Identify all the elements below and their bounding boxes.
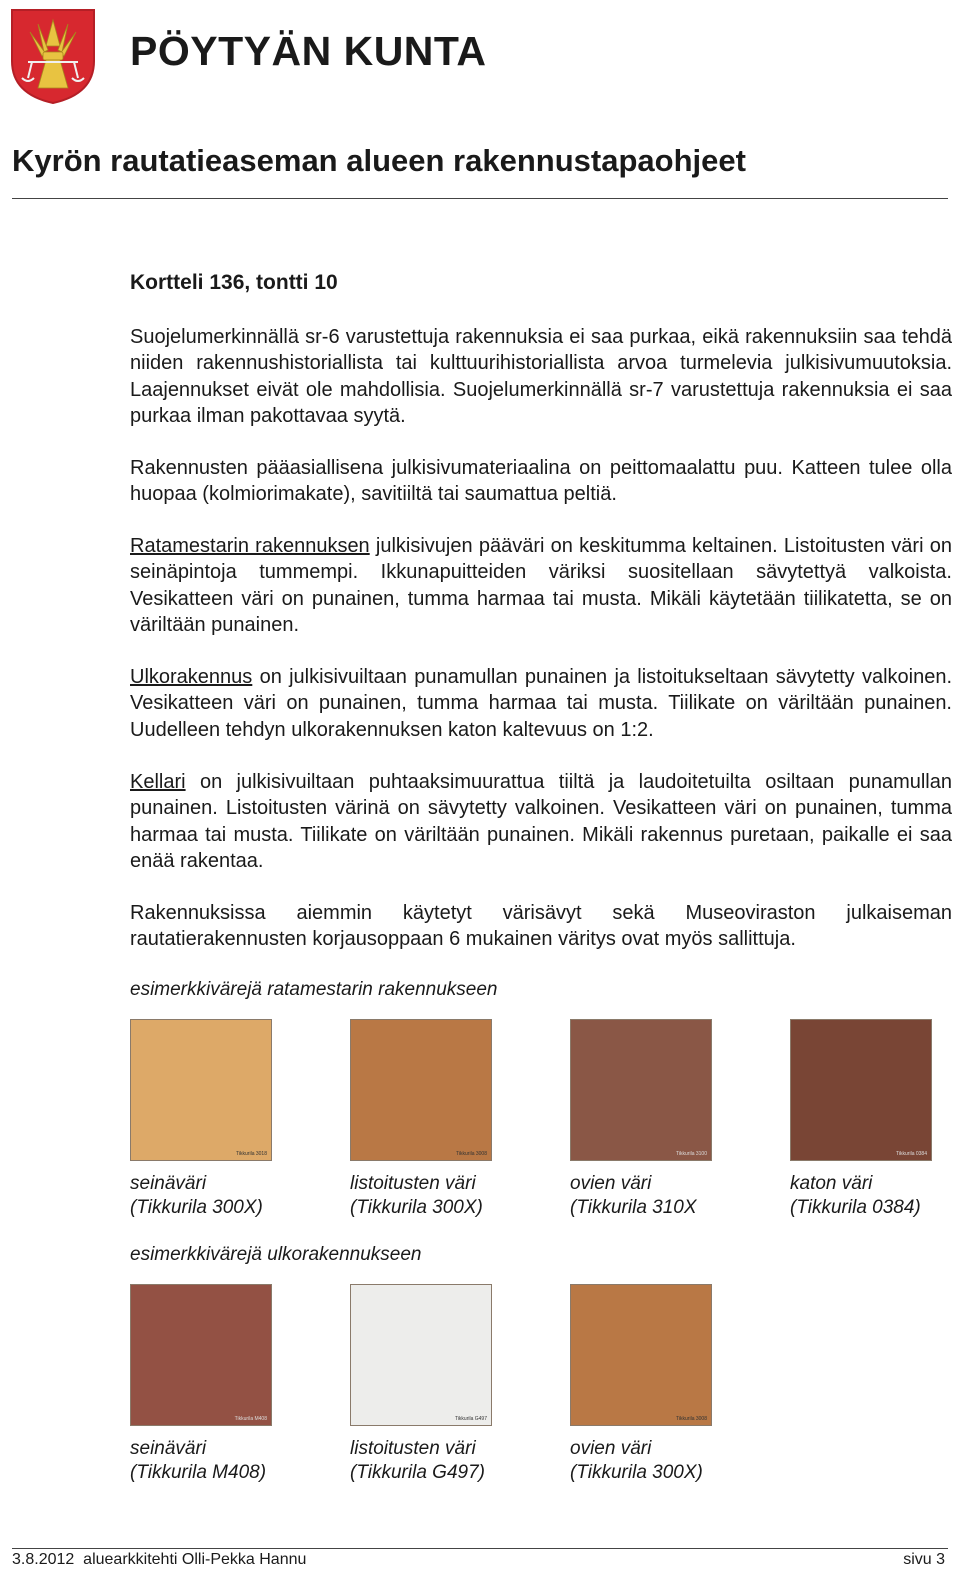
footer-divider	[12, 1548, 948, 1549]
swatch-tag: Tikkurila 0384	[896, 1151, 927, 1157]
paragraph-materials: Rakennusten pääasiallisena julkisivumateriaalina on peittomaalattu puu. Katteen tulee olla huopaa (kolmiorimakate), savitiiltä tai saumattua peltiä.	[130, 457, 952, 506]
paragraph-protection: Suojelumerkinnällä sr-6 varustettuja rakennuksia ei saa purkaa, eikä rakennuksiin saa tehdä niiden rakennushistoriallista tai kulttuurihistoriallista arvoa turmelevia julkisivumuutoksia. Laajennukset eivät ole mahdollisia. Suojelumerkinnällä sr-7 varustettuja rakennuksia ei saa purkaa ilman pakottavaa syytä.	[130, 326, 952, 427]
coat-of-arms-icon	[8, 6, 98, 106]
municipality-name: PÖYTYÄN KUNTA	[130, 28, 487, 74]
swatch-tag: Tikkurila 3008	[676, 1416, 707, 1422]
swatch-group-heading: esimerkkivärejä ratamestarin rakennukseen	[130, 979, 498, 1000]
outbuilding-text: on julkisivuiltaan punamullan punainen ja listoitukseltaan sävytetty valkoinen. Vesikatteen väri on punainen, tumma harmaa tai musta. Tiilikate on väriltään punainen. Uudelleen tehdyn ulkorakennuksen katon kaltevuus on 1:2.	[130, 666, 952, 741]
swatch-label: seinäväri (Tikkurila M408)	[130, 1438, 267, 1483]
color-swatch	[350, 1284, 492, 1426]
outbuilding-link: Ulkorakennus	[130, 666, 253, 688]
color-swatch	[350, 1019, 492, 1161]
paragraph-cellar	[130, 769, 952, 874]
cellar-text: on julkisivuiltaan puhtaaksimuurattua tiiltä ja laudoitetuilta osiltaan punamullan punainen. Listoitusten värinä on sävytetty valkoinen. Vesikatteen väri on punainen, tumma harmaa tai musta. Tiilikate on väriltään punainen. Mikäli rakennus puretaan, paikalle ei saa enää rakentaa.	[130, 771, 952, 872]
swatch-label: listoitusten väri (Tikkurila 300X)	[350, 1173, 483, 1218]
page-number: sivu 3	[903, 1551, 945, 1568]
swatch-tag: Tikkurila G497	[454, 1416, 487, 1422]
document-title: Kyrön rautatieaseman alueen rakennustapaohjeet	[12, 143, 746, 178]
track-master-text: julkisivujen pääväri on keskitumma keltainen. Listoitusten väri on seinäpintoja tummempi. Ikkunapuitteiden väriksi suositellaan sävytettyä valkoista. Vesikatteen väri on punainen, tumma harmaa tai musta. Mikäli käytetään tiilikatetta, se on väriltään punainen.	[130, 535, 953, 636]
swatch-label: ovien väri (Tikkurila 300X)	[570, 1438, 703, 1483]
swatch-group-heading: esimerkkivärejä ulkorakennukseen	[130, 1244, 422, 1265]
cellar-link: Kellari	[130, 771, 186, 793]
swatch-label: listoitusten väri (Tikkurila G497)	[350, 1438, 485, 1483]
swatch-tag: Tikkurila 3018	[236, 1151, 267, 1157]
swatch-label: seinäväri (Tikkurila 300X)	[130, 1173, 263, 1218]
paragraph-track-master-building	[130, 533, 952, 638]
color-swatch	[130, 1019, 272, 1161]
color-swatch	[130, 1284, 272, 1426]
track-master-link: Ratamestarin rakennuksen	[130, 535, 370, 557]
paragraph-outbuilding	[130, 664, 952, 743]
footer-author: 3.8.2012 aluearkkitehti Olli-Pekka Hannu	[12, 1551, 307, 1568]
swatch-label: ovien väri (Tikkurila 310X	[570, 1173, 697, 1218]
swatch-label: katon väri (Tikkurila 0384)	[790, 1173, 921, 1218]
swatch-tag: Tikkurila 3008	[456, 1151, 487, 1157]
paragraph-allowed-colors: Rakennuksissa aiemmin käytetyt värisävyt sekä Museoviraston julkaiseman rautatierakennusten korjausoppaan 6 mukainen väritys ovat myös sallittuja.	[130, 902, 952, 951]
header-divider	[12, 198, 948, 199]
swatch-tag: Tikkurila M408	[234, 1416, 267, 1422]
color-swatch	[570, 1019, 712, 1161]
color-swatch	[570, 1284, 712, 1426]
swatch-tag: Tikkurila 3100	[676, 1151, 707, 1157]
section-title: Kortteli 136, tontti 10	[130, 271, 338, 294]
color-swatch	[790, 1019, 932, 1161]
